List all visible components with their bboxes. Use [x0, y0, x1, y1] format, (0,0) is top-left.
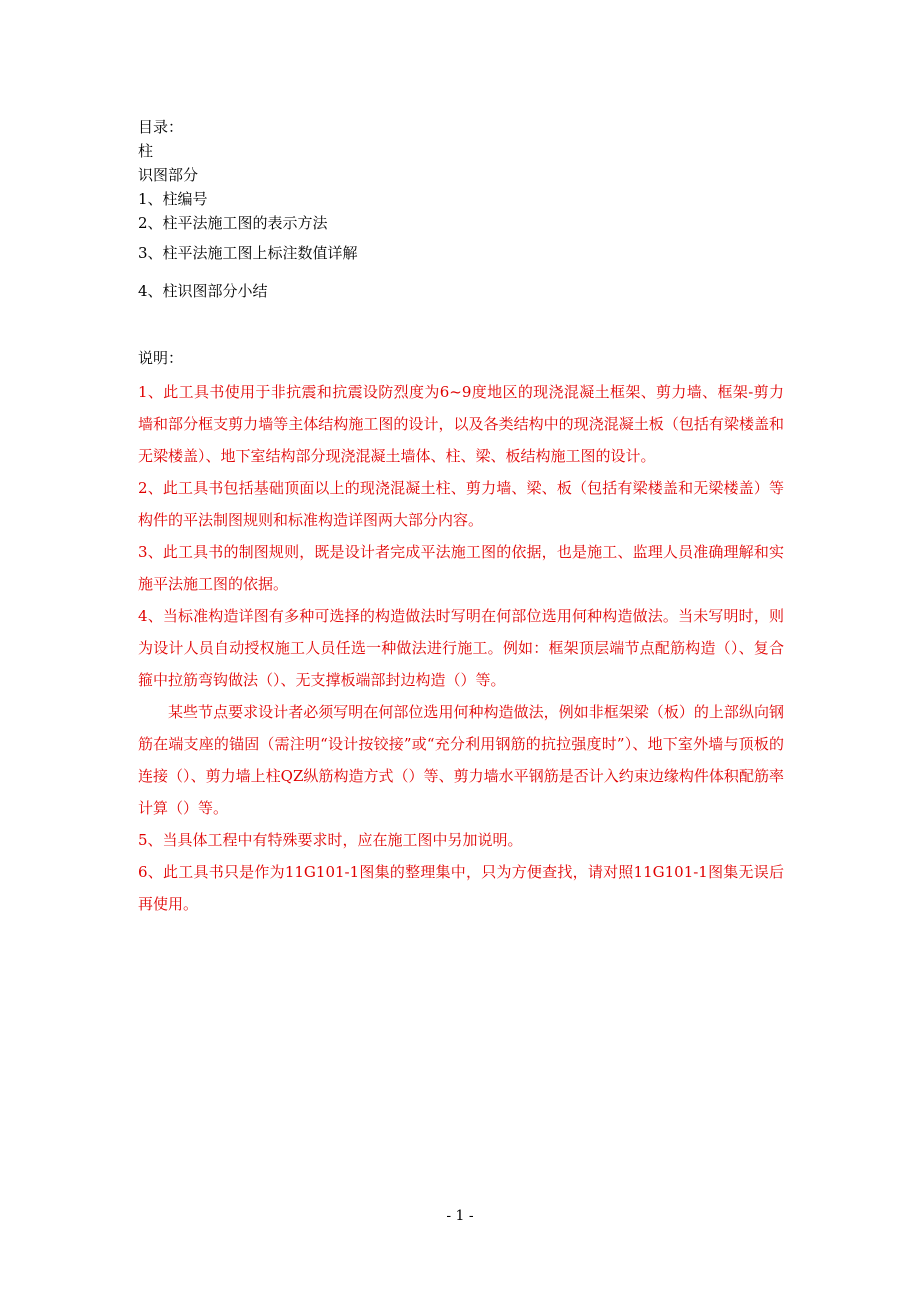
toc-heading: 目录： [138, 118, 184, 136]
toc-item: 3、柱平法施工图上标注数值详解 [138, 244, 358, 262]
note-paragraph: 4、当标准构造详图有多种可选择的构造做法时写明在何部位选用何种构造做法。当未写明时，则为设计人员自动授权施工人员任选一种做法进行施工。例如：框架顶层端节点配筋构造（）、复合箍中拉筋弯钩做法（）、无支撑板端部封边构造（）等。 [138, 607, 784, 689]
page-number: - 1 - [446, 1208, 474, 1224]
note-paragraph: 某些节点要求设计者必须写明在何部位选用何种构造做法，例如非框架梁（板）的上部纵向钢筋在端支座的锚固（需注明“设计按铰接”或“充分利用钢筋的抗拉强度时”）、地下室外墙与顶板的连接（）、剪力墙上柱QZ纵筋构造方式（）等、剪力墙水平钢筋是否计入约束边缘构件体积配筋率计算（）等。 [138, 703, 784, 817]
notes-heading: 说明： [138, 349, 184, 367]
note-paragraph: 1、此工具书使用于非抗震和抗震设防烈度为6~9度地区的现浇混凝土框架、剪力墙、框架-剪力墙和部分框支剪力墙等主体结构施工图的设计，以及各类结构中的现浇混凝土板（包括有梁楼盖和无梁楼盖）、地下室结构部分现浇混凝土墙体、柱、梁、板结构施工图的设计。 [138, 383, 784, 465]
notes-body [138, 376, 784, 920]
toc-item: 4、柱识图部分小结 [138, 282, 268, 300]
note-paragraph: 6、此工具书只是作为11G101-1图集的整理集中，只为方便查找，请对照11G101-1图集无误后再使用。 [138, 863, 784, 913]
toc-item: 柱 [138, 142, 154, 160]
note-paragraph: 2、此工具书包括基础顶面以上的现浇混凝土柱、剪力墙、梁、板（包括有梁楼盖和无梁楼盖）等构件的平法制图规则和标准构造详图两大部分内容。 [138, 479, 784, 529]
note-paragraph: 3、此工具书的制图规则，既是设计者完成平法施工图的依据，也是施工、监理人员准确理解和实施平法施工图的依据。 [138, 543, 784, 593]
toc-item: 1、柱编号 [138, 190, 208, 208]
toc-item: 识图部分 [138, 166, 199, 184]
toc-item: 2、柱平法施工图的表示方法 [138, 214, 328, 232]
note-paragraph: 5、当具体工程中有特殊要求时，应在施工图中另加说明。 [138, 831, 523, 849]
